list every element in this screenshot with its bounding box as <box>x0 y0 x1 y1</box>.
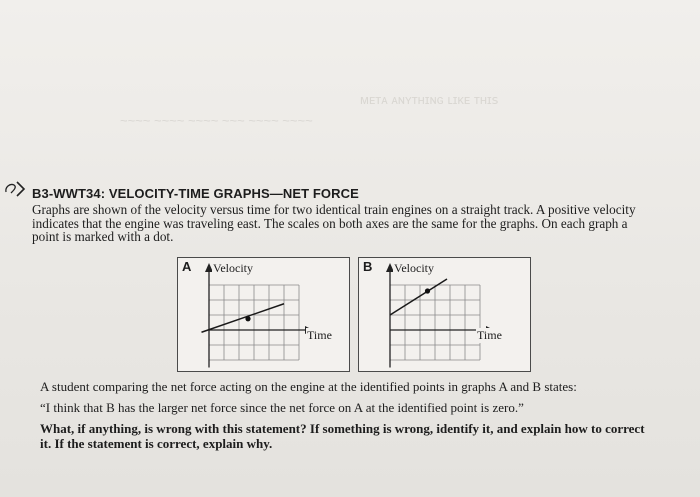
graph-a <box>177 257 350 372</box>
graph-b-plot <box>359 258 530 371</box>
problem-title: B3-WWT34: VELOCITY-TIME GRAPHS—NET FORCE <box>32 186 359 201</box>
graph-a-plot <box>178 258 349 371</box>
problem-intro <box>32 203 672 244</box>
graph-letter: A <box>182 259 192 274</box>
student-quote: “I think that B has the larger net force since the net force on A at the identified point is zero.” <box>40 400 524 415</box>
intro-line: indicates that the engine was traveling east. The scales on both axes are the same for the graphs. On each graph a <box>32 215 628 231</box>
question <box>40 421 660 451</box>
graph-letter: B <box>363 259 373 274</box>
graph-b <box>358 257 531 372</box>
intro-line: Graphs are shown of the velocity versus time for two identical train engines on a straight track. A positive velocity <box>32 202 636 217</box>
bleed-through-text: ᴍᴇᴛᴀ ᴀɴʏᴛʜɪɴɢ ʟɪᴋᴇ ᴛʜɪꜱ <box>360 92 499 107</box>
velocity-line <box>202 304 285 333</box>
velocity-axis-label: Velocity <box>394 261 434 275</box>
bleed-through-text: ~~~~ ~~~~ ~~~~ ~~~ ~~~~ ~~~~ <box>120 113 313 128</box>
statement-intro: A student comparing the net force acting on the engine at the identified points in graphs A and B states: <box>40 379 577 394</box>
intro-line: point is marked with a dot. <box>32 229 174 244</box>
time-axis-label: Time <box>307 328 332 342</box>
velocity-line <box>390 279 447 315</box>
question-number-mark <box>2 179 28 199</box>
question-line: it. If the statement is correct, explain why. <box>40 436 273 451</box>
question-line: What, if anything, is wrong with this statement? If something is wrong, identify it, and explain how to correct <box>40 421 645 436</box>
velocity-axis-label: Velocity <box>213 261 253 275</box>
time-axis-label: Time <box>477 328 502 342</box>
marked-point <box>245 316 250 321</box>
marked-point <box>425 288 430 293</box>
